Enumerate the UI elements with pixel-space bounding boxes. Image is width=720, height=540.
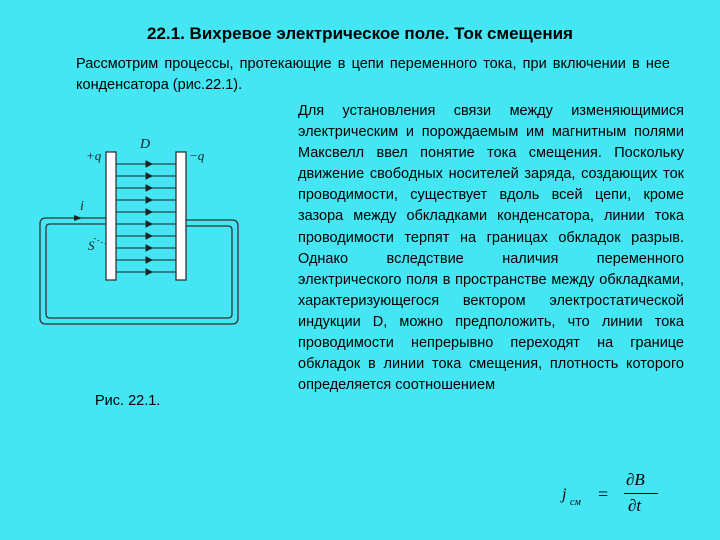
d-label: D xyxy=(140,137,151,152)
formula-numerator: ∂B xyxy=(626,470,645,489)
intro-paragraph: Рассмотрим процессы, протекающие в цепи переменного тока, при включении в нее конденсатора (рис.22.1). xyxy=(76,56,670,93)
formula-fraction-bar xyxy=(624,493,658,494)
slide-title: 22.1. Вихревое электрическое поле. Ток смещения xyxy=(147,24,573,43)
formula-subscript: см xyxy=(570,497,581,508)
minus-q-label: −q xyxy=(189,148,205,163)
plus-q-label: +q xyxy=(86,148,102,163)
figure-caption: Рис. 22.1. xyxy=(95,393,161,409)
body-paragraph xyxy=(298,101,684,396)
formula-denominator: ∂t xyxy=(628,496,642,515)
displacement-current-formula xyxy=(562,470,662,524)
formula-equals: = xyxy=(598,484,609,504)
s-label: S xyxy=(88,238,95,253)
capacitor-circuit-figure xyxy=(34,130,254,330)
i-label: i xyxy=(80,199,84,214)
body-text: Для установления связи между изменяющимися электрическим и порождаемым им магнитным полями Максвелл ввел понятие тока смещения. Поскольку движение свободных носителей заряда, создающих ток проводимости, существует вдоль всей цепи, кроме зазора между обкладками конденсатора, линии тока проводимости терпят на границах обкладок разрыв. Однако вследствие наличия переменного электрического поля в пространстве между обкладками, характеризующегося вектором электростатической индукции D, можно предположить, что линии тока проводимости непрерывно переходят на границе обкладок в линии тока смещения, плотность которого определяется соотношением xyxy=(298,103,684,394)
formula-j: j xyxy=(562,486,567,503)
